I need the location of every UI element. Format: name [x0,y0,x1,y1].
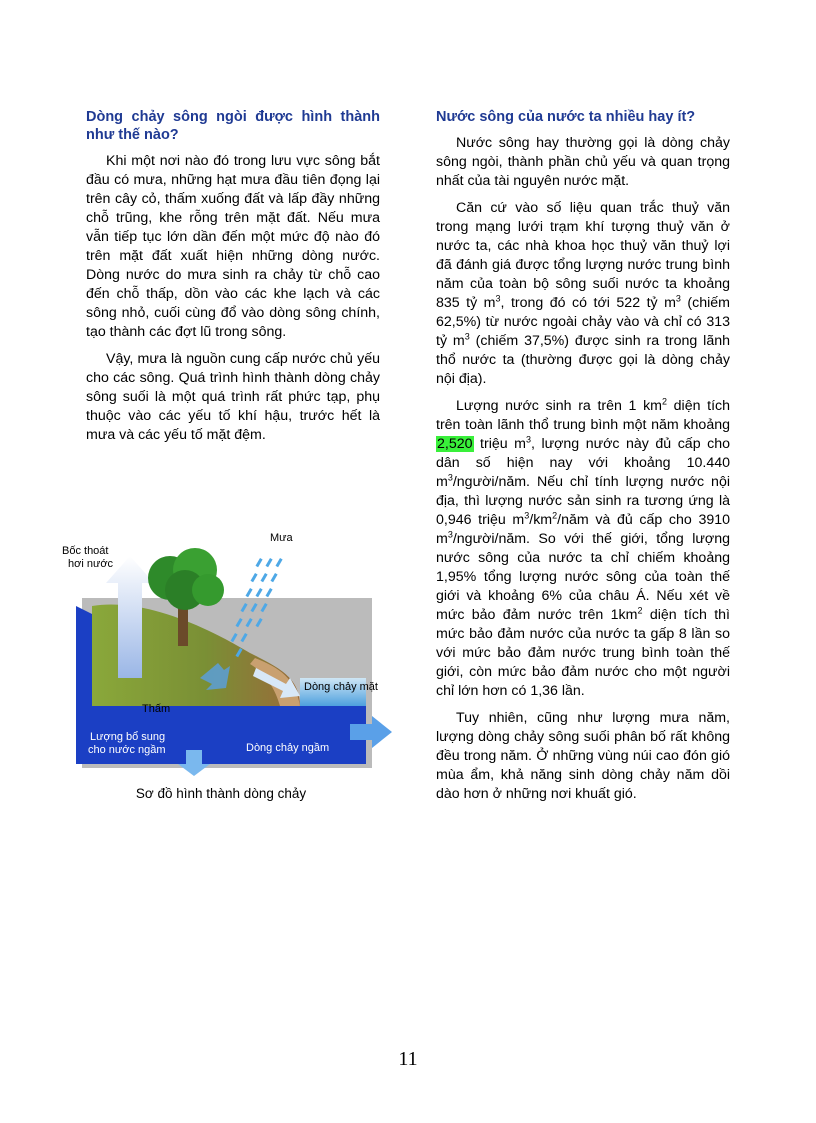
label-infiltration: Thấm [142,703,171,715]
label-rain: Mưa [270,532,293,544]
label-groundwater-flow: Dòng chảy ngầm [246,742,330,754]
left-paragraph-2: Vậy, mưa là nguồn cung cấp nước chủ yếu cho các sông. Quá trình hình thành dòng chảy sông suối là một quá trình rất phức tạp, phụ thuộc vào các yếu tố khí hậu, trước hết là mưa và các yếu tố mặt đệm. [86,351,380,443]
figure-caption: Sơ đồ hình thành dòng chảy [135,786,307,801]
left-paragraph-1: Khi một nơi nào đó trong lưu vực sông bắt đầu có mưa, những hạt mưa đầu tiên đọng lại trên cây cỏ, thấm xuống đất và lấp đầy những chỗ trũng, khe rỗng trên mặt đất. Nếu mưa vẫn tiếp tục lớn dần đến một mức độ nào đó trên mặt đất xuất hiện những dòng nước. Dòng nước do mưa sinh ra chảy từ chỗ cao đến chỗ thấp, dồn vào các khe lạch và các sông nhỏ, cuối cùng đổ vào dòng sông chính, tạo thành các đợt lũ trong sông. [86,153,380,340]
right-paragraph-3: Lượng nước sinh ra trên 1 $km^2$ diện tích trên toàn lãnh thổ trung bình một năm khoảng 2,520 triệu $m^3$, lượng nước này đủ cấp cho dân số hiện nay với khoảng 10.440 $m^3/người$/năm. Nếu chỉ tính lượng nước nội địa, thì lượng nước sản sinh ra tương ứng là 0,946 triệu $m^3/km^2$/năm và đủ cấp cho 3910 $m^3/người$/năm. So với thế giới, tổng lượng nước sông của nước ta chỉ chiếm khoảng 1,95% tổng lượng nước sông của toàn thế giới và khoảng 6% của châu Á. Nếu xét về mức bảo đảm nước trên $1km^2$ diện tích thì mức bảo đảm nước của nước ta gấp 8 lần so với mức bảo đảm nước trung bình toàn thế giới, còn mức bảo đảm nước cho một người chỉ lớn hơn có 1,36 lần. [436,396,730,699]
label-recharge-1: Lượng bổ sung [90,731,166,743]
label-evaporation-2: hơi nước [68,558,114,570]
left-heading: Dòng chảy sông ngòi được hình thành như thế nào? [86,109,380,143]
left-column [86,108,380,453]
right-paragraph-1: Nước sông hay thường gọi là dòng chảy sông ngòi, thành phần chủ yếu và quan trọng nhất của tài nguyên nước mặt. [436,135,730,189]
right-paragraph-2: Căn cứ vào số liệu quan trắc thuỷ văn trong mạng lưới trạm khí tượng thuỷ văn ở nước ta, các nhà khoa học thuỷ văn thuỷ lợi đã đánh giá được tổng lượng nước trung bình năm của toàn bộ sông suối nước ta khoảng 835 tỷ $m^3$, trong đó có tới 522 tỷ $m^3$ (chiếm 62,5%) từ nước ngoài chảy vào và chỉ có 313 tỷ $m^3$ (chiếm 37,5%) được sinh ra trong lãnh thổ nước ta (thường được gọi là dòng chảy nội địa). [436,200,731,387]
label-recharge-2: cho nước ngầm [88,744,166,756]
page-number: 11 [398,1048,418,1070]
right-heading: Nước sông của nước ta nhiều hay ít? [436,109,696,125]
runoff-diagram [60,528,400,778]
right-paragraph-4: Tuy nhiên, cũng như lượng mưa năm, lượng dòng chảy sông suối phân bố rất không đều trong năm. Ở những vùng núi cao đón gió mùa ẩm, khả năng sinh dòng chảy năm dồi dào hơn ở những nơi khuất gió. [436,710,730,802]
label-evaporation-1: Bốc thoát [62,545,109,557]
runoff-diagram-svg [60,528,400,778]
label-surface-flow: Dòng chảy mặt [304,681,378,693]
right-column [436,108,730,812]
highlighted-value: 2,520 [437,436,473,452]
